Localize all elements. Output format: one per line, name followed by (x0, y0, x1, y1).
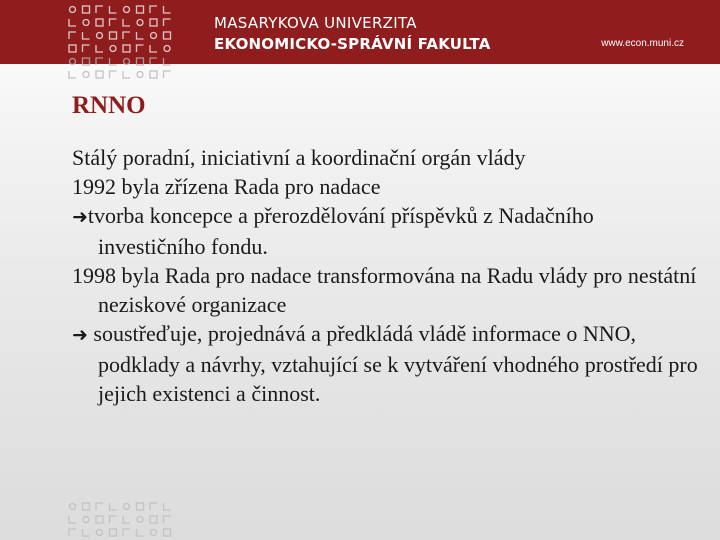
header-bar (0, 0, 720, 64)
pattern-glyph (164, 6, 171, 13)
pattern-glyph (96, 58, 103, 65)
pattern-glyph (83, 72, 89, 78)
paragraph-4 (72, 261, 702, 319)
pattern-glyph (164, 516, 171, 523)
pattern-glyph (150, 503, 157, 510)
pattern-glyph (164, 529, 171, 536)
paragraph-text: tvorba koncepce a přerozdělování příspěvků z Nadačního investičního fondu. (87, 203, 594, 259)
pattern-glyph (150, 516, 157, 523)
pattern-glyph (69, 71, 76, 78)
pattern-glyph (70, 504, 76, 510)
pattern-glyph (69, 19, 76, 26)
paragraph-1 (72, 143, 702, 172)
pattern-glyph (110, 46, 116, 52)
pattern-glyph (83, 6, 90, 13)
pattern-glyph (110, 58, 117, 65)
pattern-glyph (83, 58, 90, 65)
pattern-glyph (96, 45, 103, 52)
pattern-glyph (164, 19, 171, 26)
pattern-glyph (70, 59, 76, 65)
pattern-glyph (137, 517, 143, 523)
pattern-glyph (164, 32, 171, 39)
paragraph-text: 1992 byla zřízena Rada pro nadace (72, 174, 381, 199)
pattern-glyph (137, 72, 143, 78)
university-name: MASARYKOVA UNIVERZITA (214, 14, 417, 32)
paragraph-2 (72, 172, 702, 201)
university-logo-pattern-icon (66, 3, 186, 79)
paragraph-text: soustřeďuje, projednává a předkládá vládě informace o NNO, podklady a návrhy, vztahující se k vytváření vhodného prostředí pro jejich existenci a činnost. (87, 321, 698, 406)
pattern-glyph (137, 32, 144, 39)
paragraph-3 (72, 201, 702, 261)
pattern-glyph (137, 6, 144, 13)
right-arrow-icon: ➜ (72, 206, 88, 228)
pattern-glyph (83, 20, 89, 26)
pattern-glyph (83, 503, 90, 510)
pattern-glyph (150, 6, 157, 13)
pattern-glyph (110, 19, 117, 26)
pattern-glyph (137, 58, 144, 65)
pattern-glyph (124, 504, 130, 510)
slide-title: RNNO (72, 92, 146, 119)
pattern-glyph (137, 20, 143, 26)
pattern-glyph (96, 6, 103, 13)
pattern-glyph (123, 516, 130, 523)
footer-pattern-icon (66, 500, 186, 540)
pattern-glyph (150, 45, 157, 52)
pattern-glyph (69, 529, 76, 536)
pattern-glyph (69, 32, 76, 39)
pattern-glyph (151, 530, 157, 536)
pattern-glyph (96, 19, 103, 26)
pattern-glyph (69, 45, 76, 52)
pattern-glyph (69, 516, 76, 523)
pattern-glyph (150, 58, 157, 65)
pattern-glyph (151, 33, 157, 39)
pattern-glyph (110, 71, 117, 78)
slide-content (72, 143, 702, 408)
pattern-glyph (137, 45, 144, 52)
pattern-glyph (164, 503, 171, 510)
pattern-glyph (83, 45, 90, 52)
pattern-glyph (150, 71, 157, 78)
pattern-glyph (96, 503, 103, 510)
pattern-glyph (110, 32, 117, 39)
pattern-glyph (83, 517, 89, 523)
pattern-glyph (110, 503, 117, 510)
pattern-glyph (123, 529, 130, 536)
pattern-glyph (70, 7, 76, 13)
pattern-glyph (83, 32, 90, 39)
pattern-glyph (137, 503, 144, 510)
paragraph-5 (72, 319, 702, 408)
pattern-glyph (83, 529, 90, 536)
right-arrow-icon: ➜ (72, 324, 88, 346)
pattern-glyph (124, 7, 130, 13)
pattern-glyph (96, 71, 103, 78)
pattern-glyph (123, 45, 130, 52)
pattern-glyph (123, 71, 130, 78)
pattern-glyph (124, 59, 130, 65)
pattern-glyph (123, 19, 130, 26)
pattern-glyph (137, 529, 144, 536)
website-url[interactable]: www.econ.muni.cz (601, 38, 684, 49)
pattern-glyph (164, 58, 171, 65)
faculty-name: EKONOMICKO-SPRÁVNÍ FAKULTA (214, 35, 491, 53)
paragraph-text: 1998 byla Rada pro nadace transformována na Radu vlády pro nestátní neziskové organizace (72, 263, 697, 317)
paragraph-text: Stálý poradní, iniciativní a koordinační orgán vlády (72, 145, 526, 170)
pattern-glyph (96, 516, 103, 523)
pattern-glyph (150, 19, 157, 26)
pattern-glyph (110, 6, 117, 13)
pattern-glyph (97, 33, 103, 39)
pattern-glyph (97, 530, 103, 536)
pattern-glyph (164, 46, 170, 52)
pattern-glyph (123, 32, 130, 39)
pattern-glyph (110, 516, 117, 523)
pattern-glyph (110, 529, 117, 536)
pattern-glyph (164, 71, 171, 78)
